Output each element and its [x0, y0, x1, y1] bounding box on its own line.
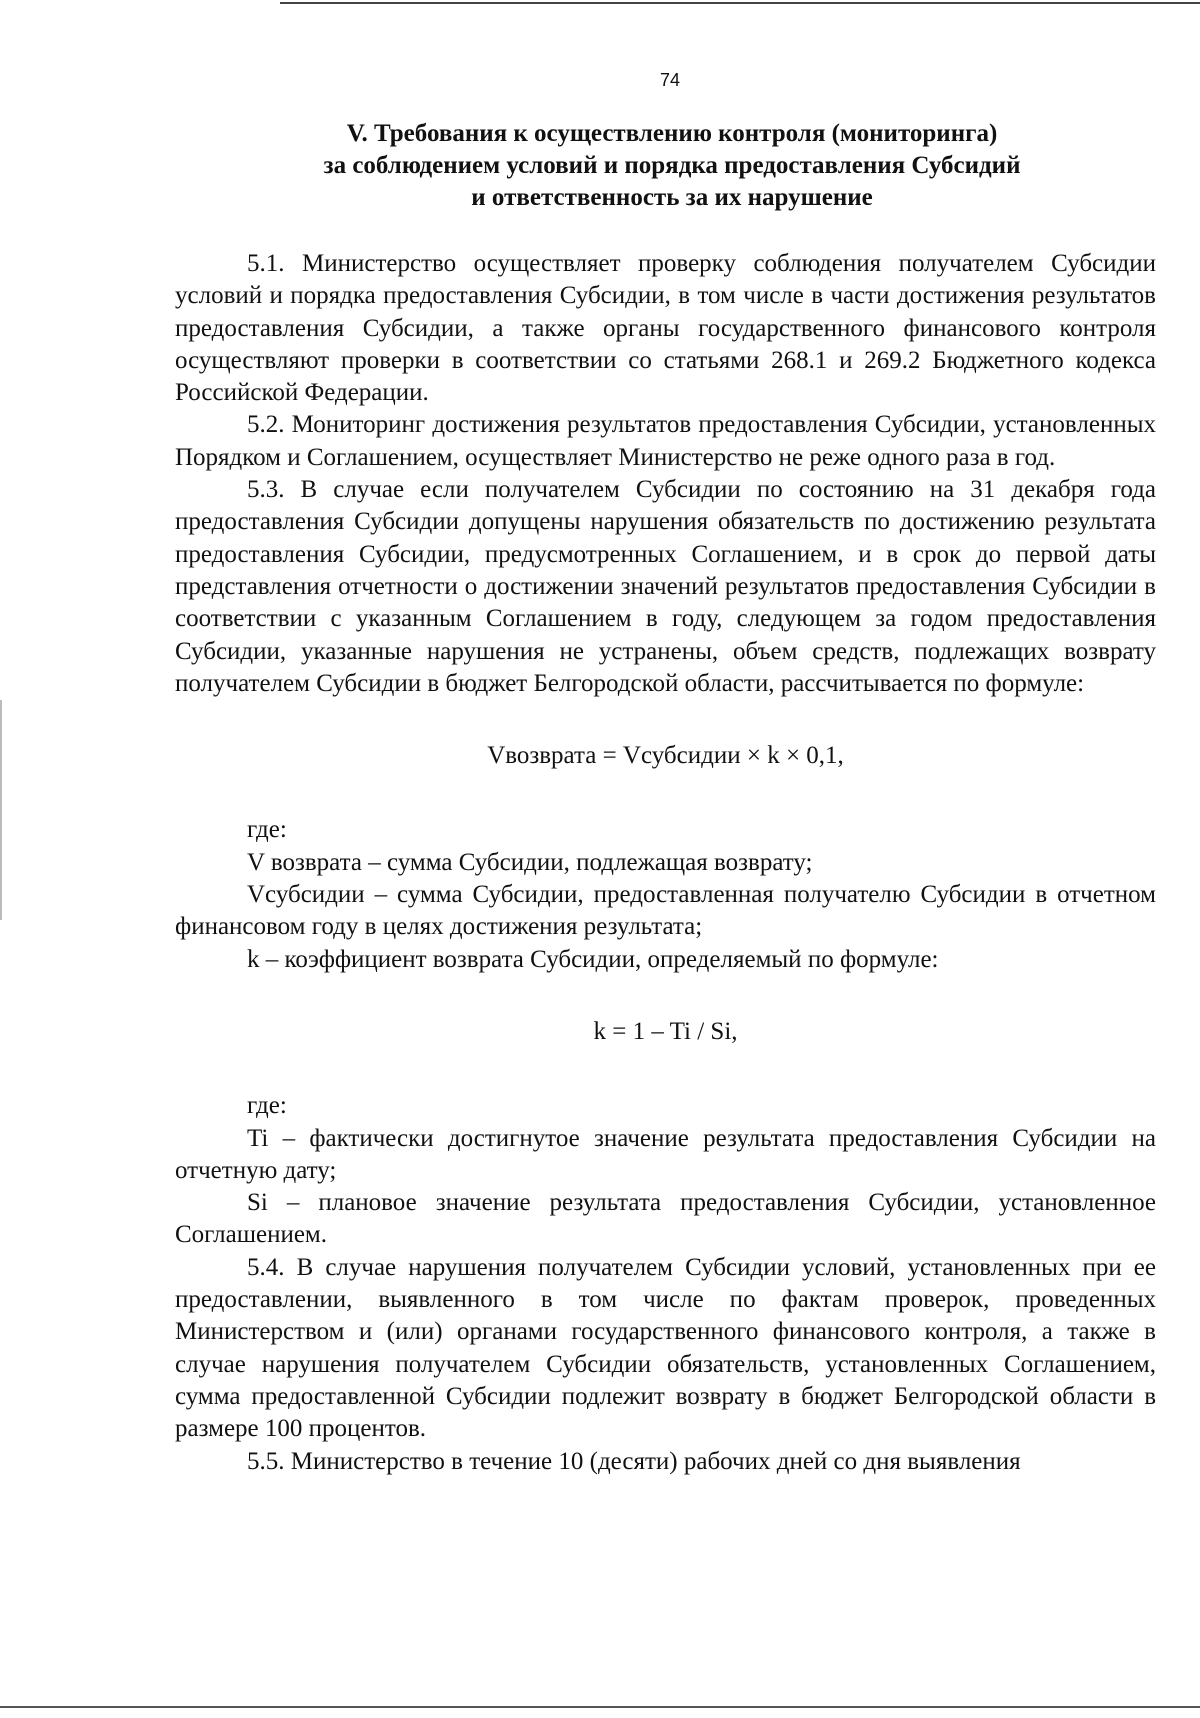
heading-line-2: за соблюдением условий и порядка предоставления Субсидий [323, 152, 1021, 179]
where-label-1: где: [247, 816, 287, 844]
scan-top-border [280, 2, 1200, 4]
page-number: 74 [659, 70, 681, 90]
heading-line-1: V. Требования к осуществлению контроля (мониторинга) [346, 120, 998, 147]
scan-left-edge [0, 700, 2, 920]
paragraph-5-3: 5.3. В случае если получателем Субсидии по состоянию на 31 декабря года предоставления Субсидии допущены нарушения обязательств по достижению результата предоставления Субсидии, предусмотренных Соглашением, и в срок до первой даты представления отчетности о достижении значений результатов предоставления Субсидии в соответствии с указанным Соглашением в году, следующем за годом предоставления Субсидии, указанные нарушения не устранены, объем средств, подлежащих возврату получателем Субсидии в бюджет Белгородской области, рассчитывается по формуле: [175, 476, 1156, 697]
paragraph-5-1: 5.1. Министерство осуществляет проверку соблюдения получателем Субсидии условий и порядка предоставления Субсидии, в том числе в части достижения результатов предоставления Субсидии, а также органы государственного финансового контроля осуществляют проверки в соответствии со статьями 268.1 и 269.2 Бюджетного кодекса Российской Федерации. [175, 250, 1156, 407]
definition-ti: Ti – фактически достигнутое значение результата предоставления Субсидии на отчетную дату; [175, 1124, 1156, 1184]
formula-return-amount: Vвозврата = Vсубсидии × k × 0,1, [487, 742, 844, 770]
definition-v-return: V возврата – сумма Субсидии, подлежащая возврату; [247, 848, 813, 876]
definition-v-subsidy: Vсубсидии – сумма Субсидии, предоставленная получателю Субсидии в отчетном финансовом году в целях достижения результата; [175, 881, 1156, 941]
paragraph-5-2: 5.2. Мониторинг достижения результатов предоставления Субсидии, установленных Порядком и Соглашением, осуществляет Министерство не реже одного раза в год. [175, 411, 1156, 471]
heading-line-3: и ответственность за их нарушение [471, 184, 873, 211]
paragraph-5-4: 5.4. В случае нарушения получателем Субсидии условий, установленных при ее предоставлении, выявленного в том числе по фактам проверок, проведенных Министерством и (или) органами государственного финансового контроля, а также в случае нарушения получателем Субсидии обязательств, установленных Соглашением, сумма предоставленной Субсидии подлежит возврату в бюджет Белгородской области в размере 100 процентов. [175, 1253, 1156, 1443]
document-body [175, 248, 1156, 1478]
definition-si: Si – плановое значение результата предоставления Субсидии, установленное Соглашением. [175, 1189, 1156, 1249]
formula-coefficient-k: k = 1 – Ti / Si, [593, 1017, 738, 1045]
paragraph-5-5: 5.5. Министерство в течение 10 (десяти) рабочих дней со дня выявления [247, 1447, 1021, 1475]
scan-bottom-border [0, 1706, 1200, 1708]
section-heading [172, 118, 1172, 214]
definition-k: k – коэффициент возврата Субсидии, определяемый по формуле: [247, 945, 939, 973]
where-label-2: где: [247, 1092, 287, 1120]
